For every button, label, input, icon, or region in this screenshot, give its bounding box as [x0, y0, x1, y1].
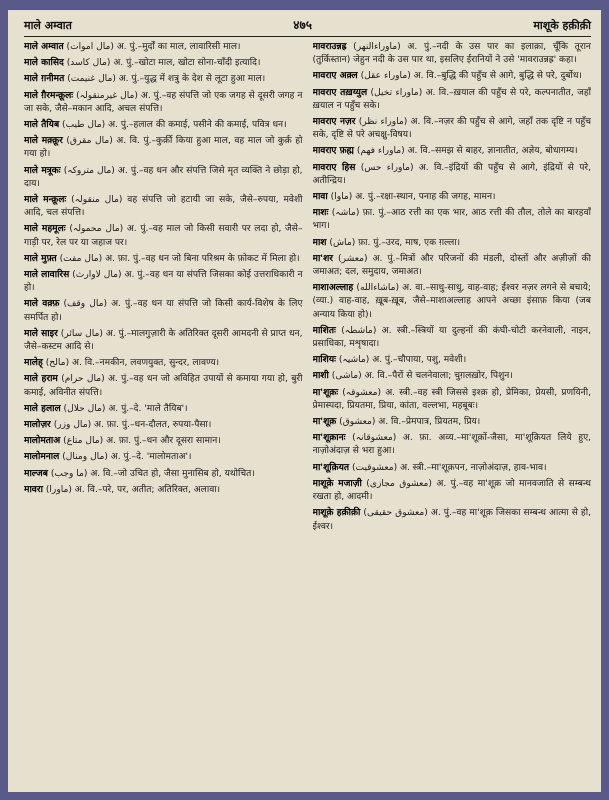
entry-definition: (ماوا) अ. पुं.–रक्षा-स्थान, पनाह की जगह, मामन। [330, 192, 496, 203]
entry-definition: (ماشطہ) अ. स्त्री.–स्त्रियों या दुल्हनों की कंघी-चोटी करनेवाली, नाइन, प्रसाधिका, मशृषादा। [312, 325, 591, 350]
entry-headword: माले कासिद [24, 58, 64, 69]
entry-headword: माले मन्क़ूलः [24, 195, 67, 206]
dictionary-entry [313, 325, 592, 351]
dictionary-entry [313, 387, 592, 413]
dictionary-entry [24, 165, 303, 191]
dictionary-entry [24, 119, 303, 132]
dictionary-entry [313, 191, 592, 204]
entry-headword: माले मुफ़्त [24, 253, 57, 264]
dictionary-entry [24, 298, 303, 324]
entry-headword: मालोज़र [24, 420, 51, 431]
dictionary-entry [24, 451, 303, 464]
entry-definition: (مال ومنال) अ. पुं.–दे. 'मालोमताअ'। [62, 452, 192, 463]
entry-definition: (ماوراء عقل) अ. वि.–बुद्धि की पहुँच से आगे, बुद्धि से परे, दुर्बोध। [360, 71, 582, 82]
entry-headword: माले अम्वात [24, 42, 64, 52]
entry-headword: माशूक़े मजाज़ी [312, 478, 362, 489]
dictionary-entry [24, 57, 303, 70]
entry-definition: (معشوق حقیقی) अ. पुं.–वह मा'शूक़ जिसका सम्बन्ध आत्मा से हो, ईश्वर। [312, 508, 591, 532]
entry-definition: (مال وقف) अ. पुं.–वह धन या संपत्ति जो किसी कार्य-विशेष के लिए समर्पित हो। [24, 299, 303, 323]
entry-definition: (مال اموات) अ. पुं.–मुर्दों का माल, लावारिसी माल। [66, 42, 241, 52]
entry-definition: (ماوراء تخیل) अ. वि.–ख़याल की पहुँच से परे, कल्पनातीत, जहाँ ख़याल न पहुँच सके। [312, 87, 591, 111]
dictionary-entry [24, 135, 303, 161]
entry-headword: मालोमनाल [24, 452, 60, 463]
entry-headword: माले ग़ैरमन्क़ूलः [24, 90, 74, 101]
entry-definition: (مال مفت) अ. फ़ा. पुं.–वह धन जो बिना परिश्रम के फ़ोकट में मिला हो। [59, 253, 300, 264]
entry-headword: माले मत्रूकः [24, 165, 61, 176]
entry-headword: मावराए फ़ह्म [312, 146, 354, 157]
right-column [313, 41, 592, 781]
entry-headword: माशियः [312, 355, 336, 366]
entry-definition: (مال غنیمت) अ. पुं.–युद्ध में शत्रु के देश से लूटा हुआ माल। [67, 74, 266, 85]
entry-headword: माशितः [312, 325, 336, 336]
entry-headword: मा'शूक़ानः [312, 433, 346, 444]
entry-definition: (مال حلال) अ. पुं.–दे. 'माले तैयिब'। [63, 403, 188, 414]
dictionary-entry [313, 116, 592, 142]
entry-definition: (مال لاوارث) अ. पुं.–वह धन या संपत्ति जिसका कोई उत्तराधिकारी न हो। [24, 270, 303, 294]
entry-headword: मा'शूक़ः [312, 387, 339, 398]
dictionary-entry [24, 223, 303, 249]
entry-headword: माल्जब [24, 468, 48, 479]
entry-headword: मालोमताअ [24, 436, 61, 447]
dictionary-entry [24, 468, 303, 481]
dictionary-entry [313, 145, 592, 158]
entry-definition: (معشر) अ. पुं.–मित्रों और परिजनों की मंडली, दोस्तों और अज़ीज़ों की जमाअत; दल, समुदाय, जमाअत। [312, 253, 591, 278]
entry-definition: (مال منقولہ) वह संपत्ति जो हटायी जा सके, जैसे–रुपया, मवेशी आदि, चल संपत्ति। [24, 195, 303, 219]
dictionary-page [8, 10, 601, 792]
entry-headword: मा'शूक़ [312, 417, 337, 428]
entry-headword: मा'शर [312, 253, 333, 264]
entry-headword: माले वक़्फ़ [24, 299, 60, 310]
dictionary-entry [313, 237, 592, 250]
entry-headword: माले साइर [24, 328, 58, 339]
entry-headword: मावराए तख़य्युल [312, 87, 368, 98]
entry-definition: (ماشاءالله) अ. वा.–साधु-साधु, वाह-वाह; ईश्वर नज़र लगने से बचाये; (व्या.) वाह-वाह, ख़ूब-ख़ूब, जैसे–माशाअल्लाह आपने अच्छा इंसाफ़ किया (जब अन्याय किया हो)। [312, 283, 591, 320]
dictionary-entry [24, 194, 303, 220]
entry-headword: माले मक़्क़ूर [24, 136, 63, 147]
entry-headword: माले हराम [24, 374, 58, 385]
dictionary-entry [24, 357, 303, 370]
entry-definition: (ماشیہ) अ. पुं.–चौपाया, पशु, मवेशी। [338, 355, 467, 366]
dictionary-entry [313, 87, 592, 113]
entry-headword: माले हलाल [24, 403, 61, 414]
entry-headword: मालेह् [24, 358, 43, 369]
entry-definition: (مال طیب) अ. पुं.–हलाल की कमाई, पसीने की कमाई, पवित्र धन। [62, 120, 287, 131]
header-left-guideword: माले अम्वात [24, 19, 72, 32]
entry-definition: (مال متاع) अ. फ़ा. पुं.–धन और दूसरा सामान। [63, 436, 221, 447]
entry-headword: मावराए नज़र [312, 117, 356, 128]
dictionary-entry [24, 90, 303, 116]
entry-definition: (مال حرام) अ. पुं.–वह धन जो अविहित उपायों से कमाया गया हो, बुरी कमाई, अविनीत संपत्ति। [24, 374, 303, 398]
dictionary-entry [313, 478, 592, 504]
dictionary-entry [24, 484, 303, 497]
dictionary-entry [313, 416, 592, 429]
dictionary-entry [24, 403, 303, 416]
entry-definition: (ماورا) अ. वि.–परे, पर, अतीत; अतिरिक्त, अलावा। [45, 484, 221, 495]
entry-definition: (ماوراء حس) अ. वि.–इंद्रियों की पहुँच से आगे, इंद्रियों से परे, अतीन्द्रिय। [312, 162, 591, 186]
dictionary-entry [24, 373, 303, 399]
entry-definition: (مالح) अ. वि.–नमकीन, लवणयुक्त, सुन्दर, लावण्य। [45, 358, 220, 369]
entry-definition: (ماشی) अ. वि.–पैरों से चलनेवाला; चुग़लख़ोर, पिशुन। [331, 371, 513, 382]
entry-headword: माले ग़नीमत [24, 74, 65, 85]
entry-headword: माले महमूलः [24, 224, 66, 235]
header-right-guideword: माशूके हक़ीक़ी [533, 19, 591, 32]
page-header [24, 16, 591, 37]
entry-headword: मा'शूक़ियत [312, 462, 350, 473]
dictionary-entry [24, 73, 303, 86]
dictionary-entry [313, 354, 592, 367]
entry-headword: माशाअल्लाह [312, 283, 354, 294]
entry-headword: माले लावारिस [24, 270, 70, 281]
entry-definition: (ماوراء فهم) अ. वि.–समझ से बाहर, ज्ञानातीत, अज्ञेय, बोधागम्य। [356, 146, 578, 157]
entry-definition: (معشوق) अ. वि.–प्रेमपात्र, प्रियतम, प्रिय। [339, 417, 481, 428]
entry-definition: (ماشہ) फ़ा. पुं.–आठ रत्ती का एक भार, आठ रत्ती की तौल, तोले का बारहवाँ भाग। [312, 208, 591, 232]
entry-definition: (مال کاسد) अ. पुं.–खोटा माल, खोटा सोना-चाँदी इत्यादि। [66, 58, 261, 69]
entry-definition: (ماوراءالنهر) अ. पुं.–नदी के उस पार का इलाक़ा, चूँकि तूरान (तुर्किस्तान) जेहुन नदी के उस पार था, इसलिए ईरानियों ने उसे 'मावराउन्नह्र' कहा। [312, 42, 591, 66]
entry-definition: (معشوقیت) अ. स्त्री.–मा'शूक़पन, नाज़ोअंदाज़, हाव-भाव। [351, 462, 547, 473]
entry-headword: मावराउन्नह्र [312, 42, 347, 52]
dictionary-entry [313, 370, 592, 383]
dictionary-entry [24, 328, 303, 354]
entry-definition: (مال محمولہ) अ. पुं.–वह माल जो किसी सवारी पर लदा हो, जैसे–गाड़ी पर, रेल पर या जहाज पर। [24, 224, 303, 248]
dictionary-entry [313, 162, 592, 188]
dictionary-entry [313, 462, 592, 475]
entry-headword: माशः [312, 208, 329, 219]
entry-definition: (مال سائر) अ. पुं.–मालगुज़ारी के अतिरिक्त दूसरी आमदनी से प्राप्त धन, जैसे–कस्टम आदि से। [24, 328, 303, 353]
entry-definition: (مال متروکہ) अ. पुं.–वह धन और संपत्ति जिसे मृत व्यक्ति ने छोड़ा हो, दाय। [24, 165, 303, 189]
dictionary-entry [313, 282, 592, 322]
columns [24, 41, 591, 781]
dictionary-entry [313, 432, 592, 458]
dictionary-entry [313, 207, 592, 233]
entry-definition: (ما وجب) अ. वि.–जो उचित हो, जैसा मुनासिब हो, यथोचित। [50, 468, 255, 479]
entry-headword: माशूक़े हक़ीक़ी [312, 508, 361, 519]
entry-definition: (معشوق مجازی) अ. पुं.–वह मा'शूक़ जो मानवजाति से सम्बन्ध रखता हो, आदमी। [312, 478, 591, 503]
dictionary-entry [313, 70, 592, 83]
entry-definition: (معشوقانہ) अ. फ़ा. अव्य.–मा'शूक़ों-जैसा, मा'शूक़ियत लिये हुए, नाज़ोअंदाज़ से भरा हुआ। [312, 433, 591, 457]
entry-headword: मावरा [24, 484, 43, 495]
dictionary-entry [24, 435, 303, 448]
entry-definition: (مال وزر) अ. फ़ा. पुं.–धन-दौलत, रुपया-पैसा। [53, 420, 212, 431]
entry-headword: माले तैयिब [24, 120, 60, 131]
entry-definition: (مال غیرمنقولہ) अ. पुं.–वह संपत्ति जो एक जगह से दूसरी जगह न जा सके, जैसे–मकान आदि, अचल संपत्ति। [24, 90, 303, 114]
left-column [24, 41, 303, 781]
entry-definition: (معشوقہ) अ. स्त्री.–वह स्त्री जिससे इश्क़ हो, प्रेमिका, प्रेयसी, प्रणयिनी, प्रेमास्पदा, प्रियतमा, प्रिया, कांता, वल्लभा, महबूबः। [312, 387, 591, 411]
dictionary-entry [313, 253, 592, 279]
entry-headword: माशी [312, 371, 329, 382]
entry-definition: (ماش) फ़ा. पुं.–उरद, माष, एक ग़ल्ला। [329, 237, 461, 248]
entry-definition: (ماوراء نظر) अ. वि.–नज़र की पहुँच से आगे, जहाँ तक दृष्टि न पहुँच सके, दृष्टि से परे अचक्षु-विषय। [312, 117, 591, 141]
page-number: ४७५ [293, 18, 313, 32]
dictionary-entry [24, 253, 303, 266]
entry-headword: मावराए अक़्ल [312, 71, 358, 82]
entry-headword: मावा [312, 192, 328, 203]
dictionary-entry [24, 41, 303, 54]
entry-headword: मावराए हिस [312, 162, 356, 173]
entry-headword: माश [312, 237, 327, 248]
dictionary-entry [313, 41, 592, 67]
dictionary-entry [24, 269, 303, 295]
dictionary-entry [24, 419, 303, 432]
dictionary-entry [313, 507, 592, 533]
entry-definition: (مال مقرق) अ. वि. पुं.–कुर्क़ी किया हुआ माल, वह माल जो कुर्क़ हो गया हो। [24, 136, 303, 160]
